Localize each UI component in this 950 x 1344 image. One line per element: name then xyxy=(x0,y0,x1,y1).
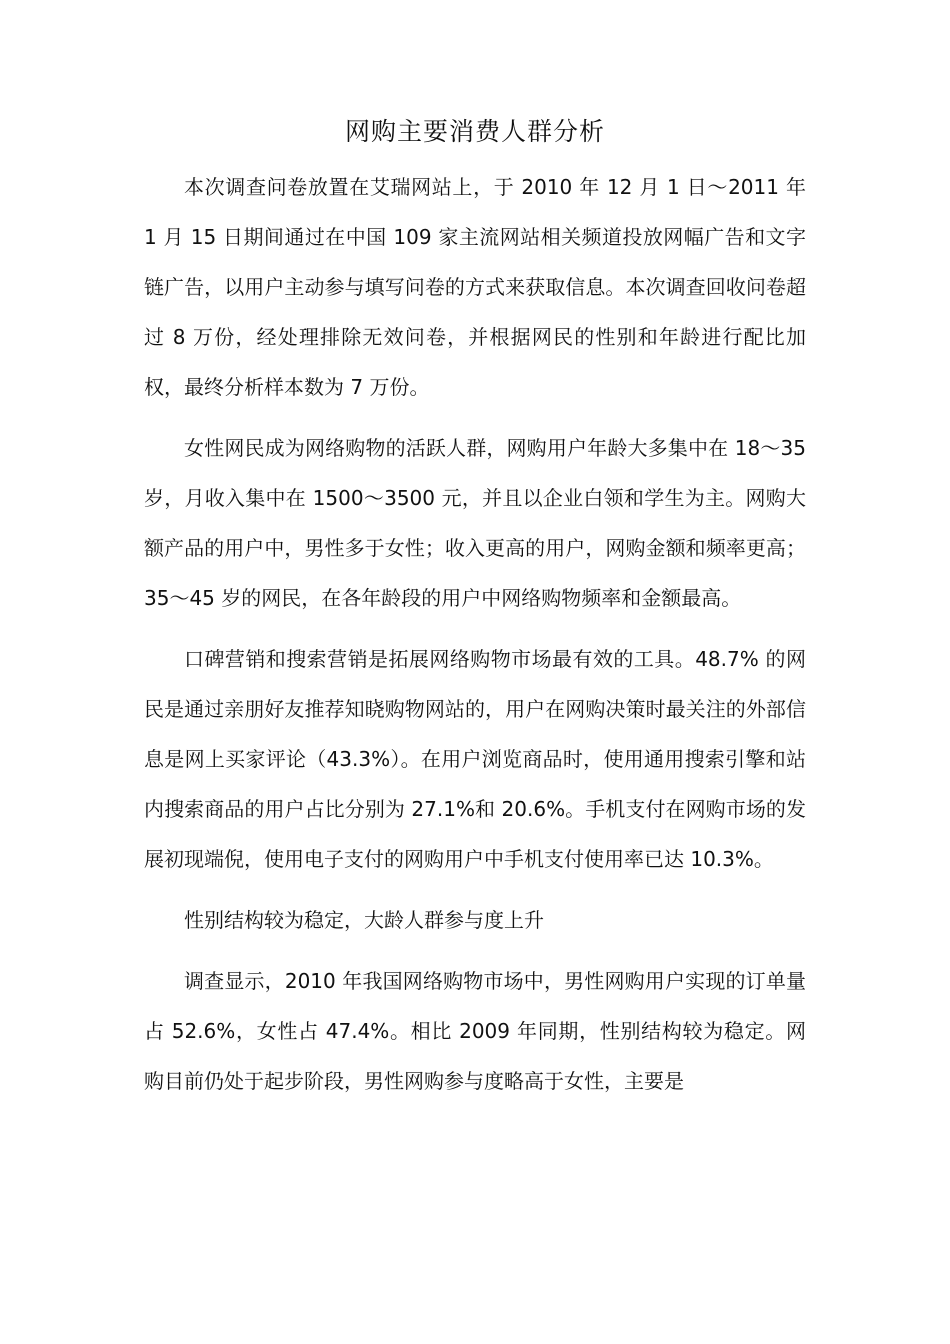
document-title: 网购主要消费人群分析 xyxy=(344,117,605,146)
document-body xyxy=(144,162,806,1106)
paragraph-gender-orders: 调查显示，2010 年我国网络购物市场中，男性网购用户实现的订单量占 52.6%，女性占 47.4%。相比 2009 年同期，性别结构较为稳定。网购目前仍处于起步阶段，男性网购参与度略高于女性，主要是 xyxy=(144,969,806,1093)
section-heading-gender-structure: 性别结构较为稳定，大龄人群参与度上升 xyxy=(184,908,544,932)
paragraph-marketing-tools: 口碑营销和搜索营销是拓展网络购物市场最有效的工具。48.7% 的网民是通过亲朋好友推荐知晓购物网站的，用户在网购决策时最关注的外部信息是网上买家评论（43.3%）。在用户浏览商品时，使用通用搜索引擎和站内搜索商品的用户占比分别为 27.1%和 20.6%。手机支付在网购市场的发展初现端倪，使用电子支付的网购用户中手机支付使用率已达 10.3%。 xyxy=(144,647,806,871)
paragraph-survey-method: 本次调查问卷放置在艾瑞网站上，于 2010 年 12 月 1 日～2011 年 1 月 15 日期间通过在中国 109 家主流网站相关频道投放网幅广告和文字链广告，以用户主动参与填写问卷的方式来获取信息。本次调查回收问卷超过 8 万份，经处理排除无效问卷，并根据网民的性别和年龄进行配比加权，最终分析样本数为 7 万份。 xyxy=(144,175,806,399)
paragraph-active-users: 女性网民成为网络购物的活跃人群，网购用户年龄大多集中在 18～35 岁，月收入集中在 1500～3500 元，并且以企业白领和学生为主。网购大额产品的用户中，男性多于女性；收入更高的用户，网购金额和频率更高；35～45 岁的网民，在各年龄段的用户中网络购物频率和金额最高。 xyxy=(144,436,806,610)
